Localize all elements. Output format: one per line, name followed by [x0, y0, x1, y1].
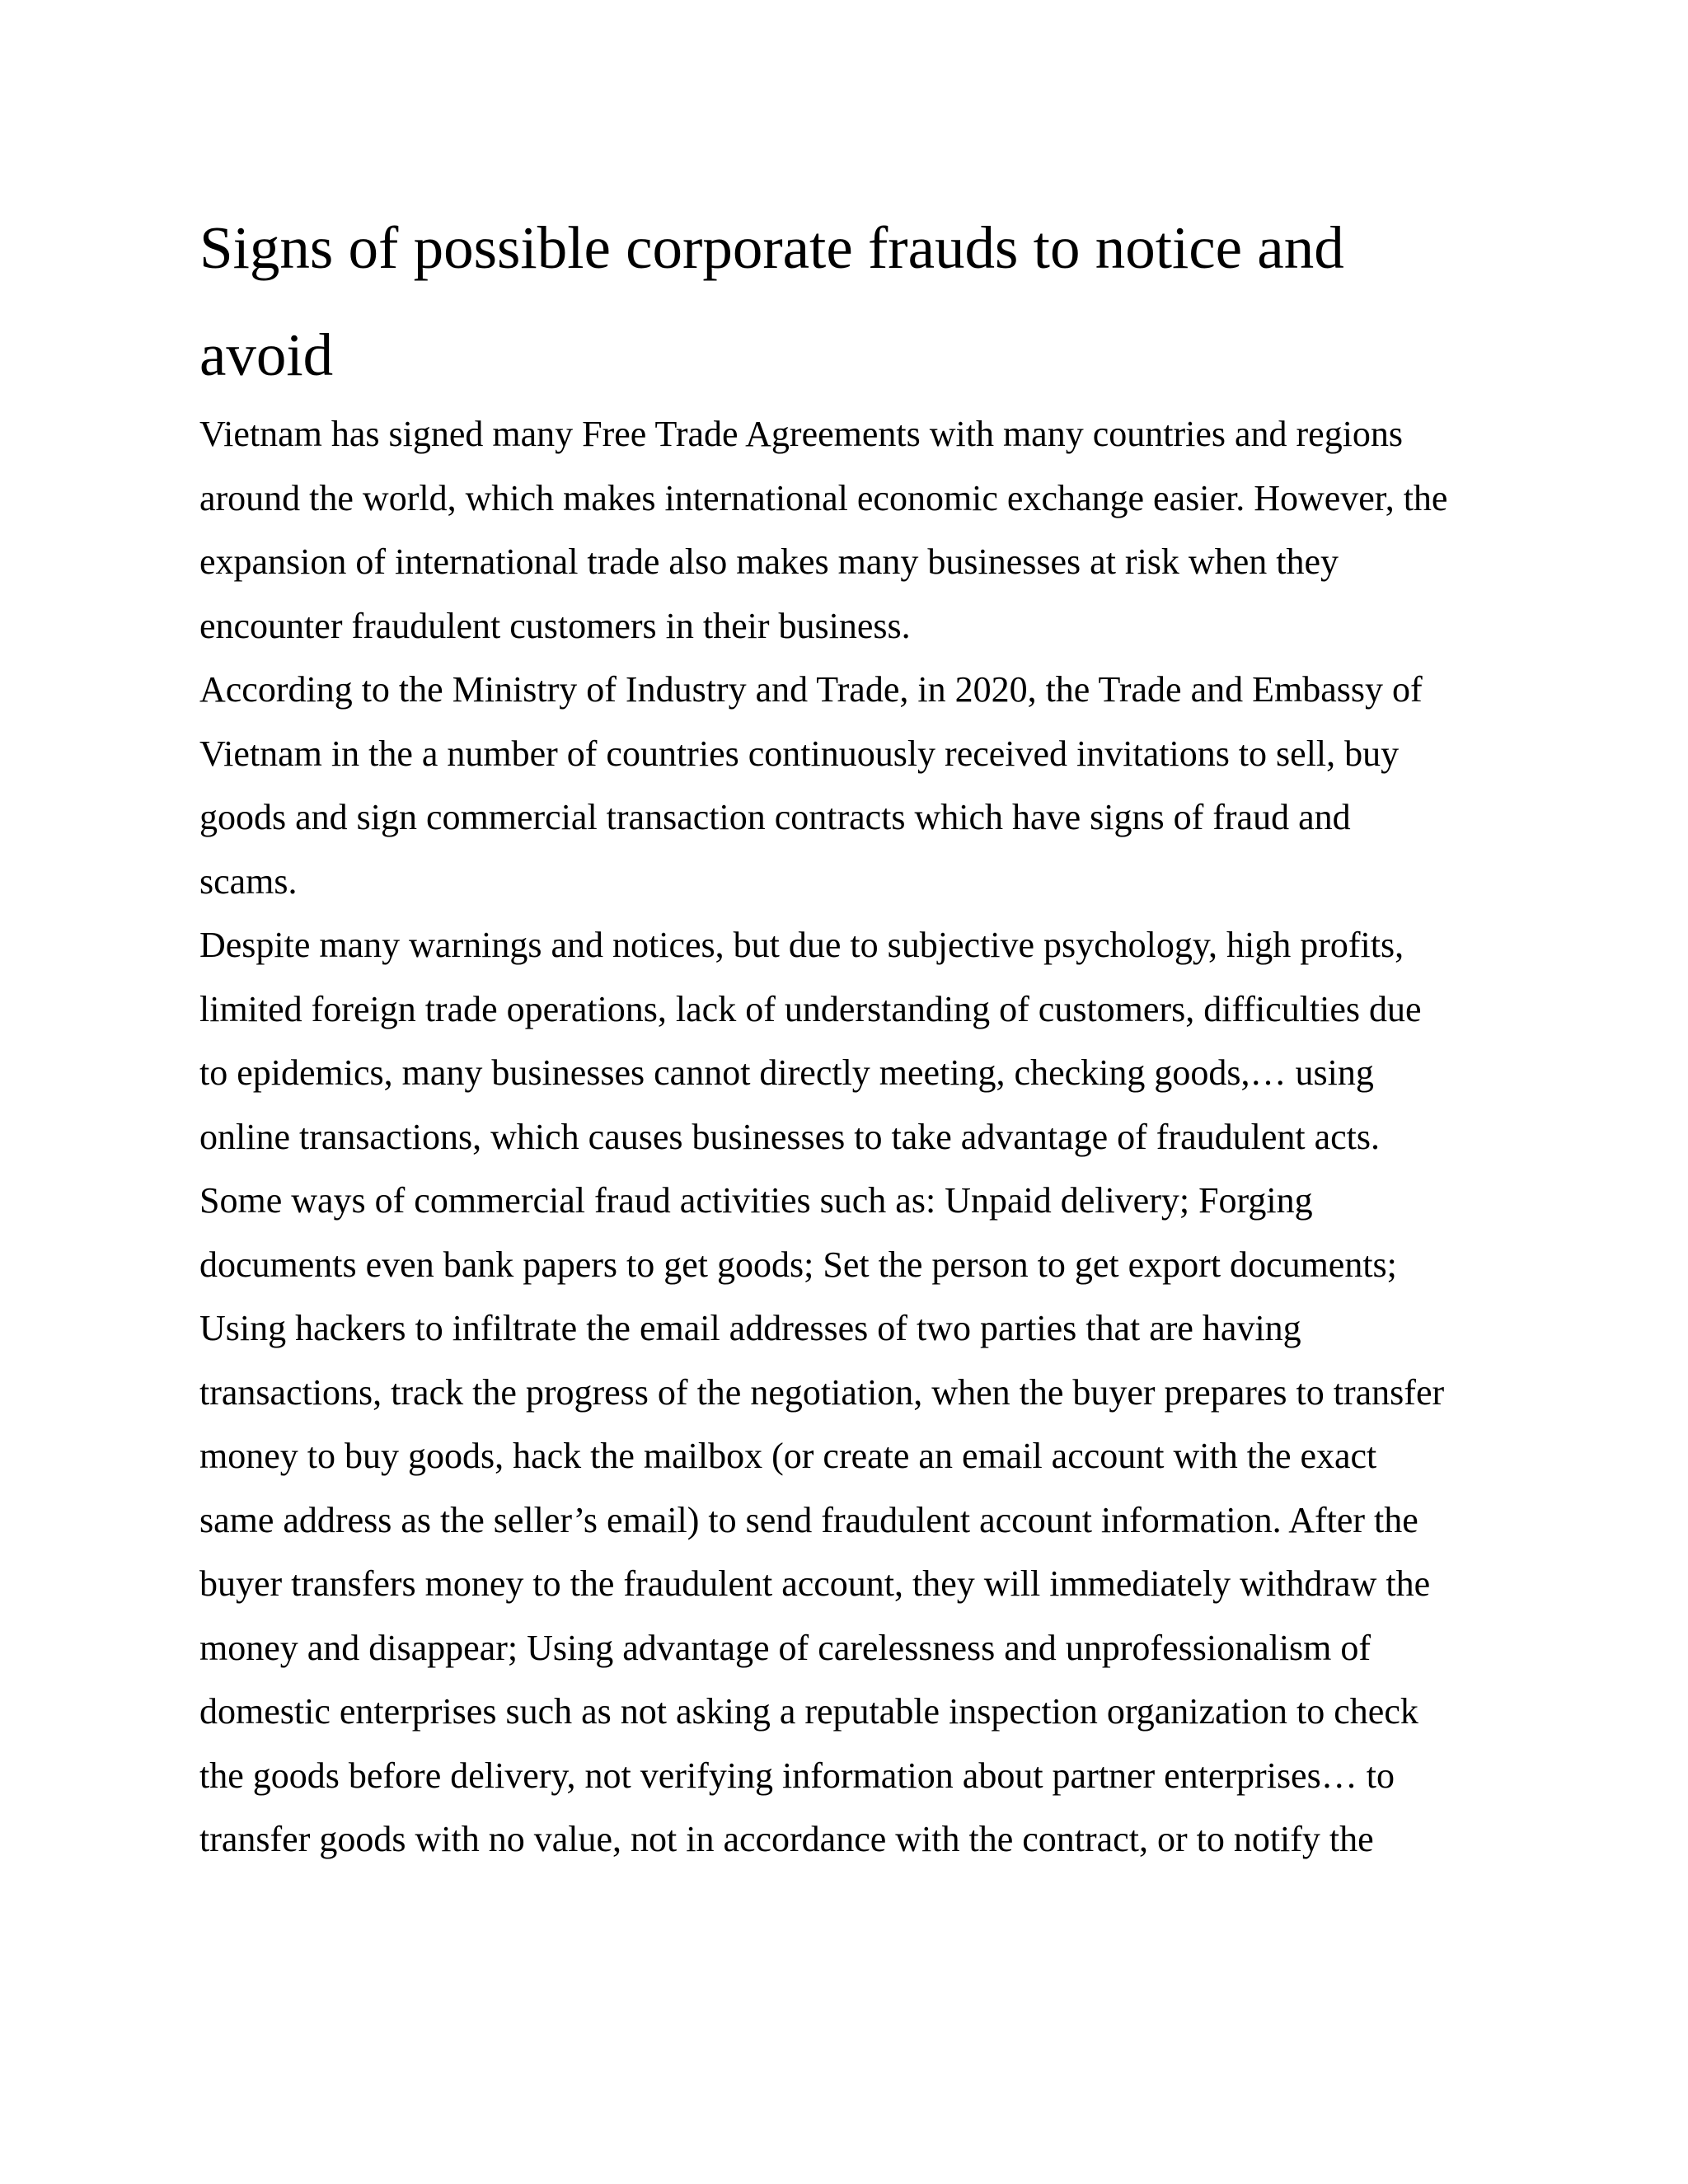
text-line: same address as the seller’s email) to send fraudulent account information. After the [199, 1499, 1418, 1540]
text-line: to epidemics, many businesses cannot directly meeting, checking goods,… using [199, 1052, 1374, 1093]
text-line: Vietnam has signed many Free Trade Agreements with many countries and regions [199, 414, 1404, 454]
text-line: encounter fraudulent customers in their business. [199, 605, 911, 646]
text-line: online transactions, which causes businesses to take advantage of fraudulent acts. [199, 1116, 1380, 1157]
text-line: money and disappear; Using advantage of carelessness and unprofessionalism of [199, 1627, 1372, 1668]
page-title [199, 194, 1502, 409]
text-line: limited foreign trade operations, lack of understanding of customers, difficulties due [199, 988, 1422, 1029]
text-line: transfer goods with no value, not in accordance with the contract, or to notify the [199, 1819, 1374, 1859]
text-line: domestic enterprises such as not asking a reputable inspection organization to check [199, 1691, 1418, 1732]
text-line: money to buy goods, hack the mailbox (or create an email account with the exact [199, 1436, 1377, 1476]
text-line: goods and sign commercial transaction contracts which have signs of fraud and [199, 797, 1351, 837]
text-line: Despite many warnings and notices, but due to subjective psychology, high profits, [199, 925, 1404, 965]
text-line: Some ways of commercial fraud activities such as: Unpaid delivery; Forging [199, 1180, 1313, 1221]
text-line: Vietnam in the a number of countries continuously received invitations to sell, buy [199, 733, 1400, 774]
text-line: Using hackers to infiltrate the email addresses of two parties that are having [199, 1308, 1301, 1348]
text-line: scams. [199, 860, 298, 902]
text-line: the goods before delivery, not verifying information about partner enterprises… to [199, 1755, 1395, 1796]
text-line: documents even bank papers to get goods; Set the person to get export documents; [199, 1244, 1397, 1285]
text-line: transactions, track the progress of the negotiation, when the buyer prepares to transfer [199, 1371, 1445, 1413]
article-body [199, 402, 1502, 1872]
text-line: According to the Ministry of Industry and Trade, in 2020, the Trade and Embassy of [199, 669, 1423, 710]
title-line: avoid [199, 321, 334, 388]
title-line: Signs of possible corporate frauds to notice and [199, 214, 1344, 281]
text-line: around the world, which makes international economic exchange easier. However, the [199, 477, 1448, 518]
text-line: buyer transfers money to the fraudulent account, they will immediately withdraw the [199, 1563, 1431, 1604]
text-line: expansion of international trade also makes many businesses at risk when they [199, 541, 1339, 582]
